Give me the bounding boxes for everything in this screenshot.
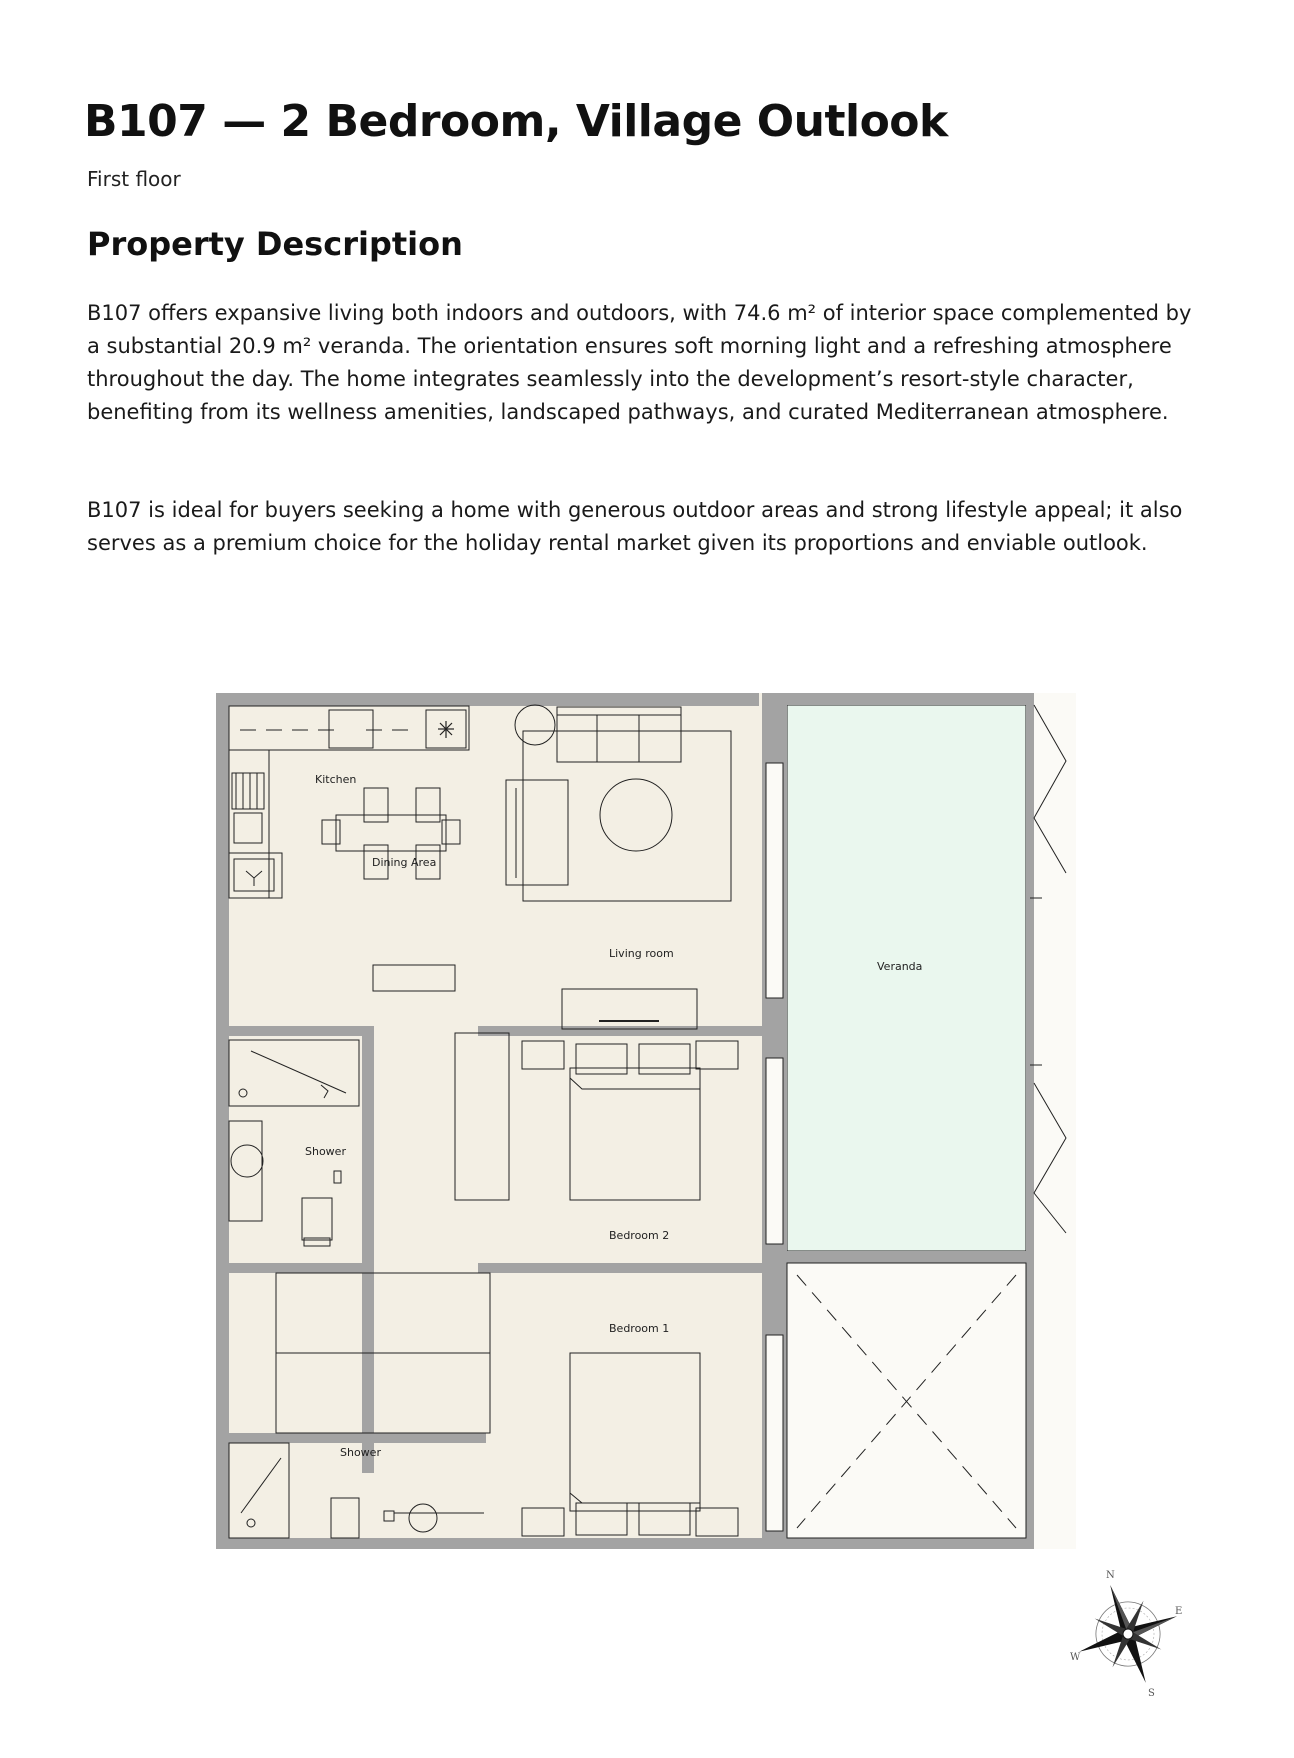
compass-s: S bbox=[1148, 1688, 1155, 1699]
description-paragraph-2: B107 is ideal for buyers seeking a home with generous outdoor areas and strong lifestyle appeal; it also serves as a premium choice for the holiday rental market given its proportions and enviable outlook. bbox=[87, 498, 1183, 555]
room-label-kitchen: Kitchen bbox=[315, 773, 357, 786]
compass-w: W bbox=[1070, 1652, 1081, 1663]
room-label-veranda: Veranda bbox=[877, 960, 923, 973]
compass-rose bbox=[1060, 1564, 1200, 1704]
veranda-area bbox=[787, 705, 1026, 1251]
room-label-bedroom-1: Bedroom 1 bbox=[609, 1322, 670, 1335]
interior-floor bbox=[216, 693, 762, 1549]
room-label-bedroom-2: Bedroom 2 bbox=[609, 1229, 670, 1242]
room-label-shower-2: Shower bbox=[340, 1446, 381, 1459]
floor-plan bbox=[216, 693, 1076, 1549]
room-label-dining: Dining Area bbox=[372, 856, 437, 869]
room-label-living: Living room bbox=[609, 947, 674, 960]
page-title: B107 — 2 Bedroom, Village Outlook bbox=[84, 96, 948, 147]
description-paragraph-1: B107 offers expansive living both indoors and outdoors, with 74.6 m² of interior space complemented by a substantial 20.9 m² veranda. The orientation ensures soft morning light and a refreshing atmosphere throughout the day. The home integrates seamlessly into the development’s resort-style character, benefiting from its wellness amenities, landscaped pathways, and curated Mediterranean atmosphere. bbox=[87, 301, 1192, 424]
room-label-shower-1: Shower bbox=[305, 1145, 346, 1158]
floor-label: First floor bbox=[87, 167, 181, 191]
compass-n: N bbox=[1106, 1570, 1115, 1581]
compass-e: E bbox=[1175, 1606, 1183, 1617]
section-heading: Property Description bbox=[87, 225, 463, 263]
